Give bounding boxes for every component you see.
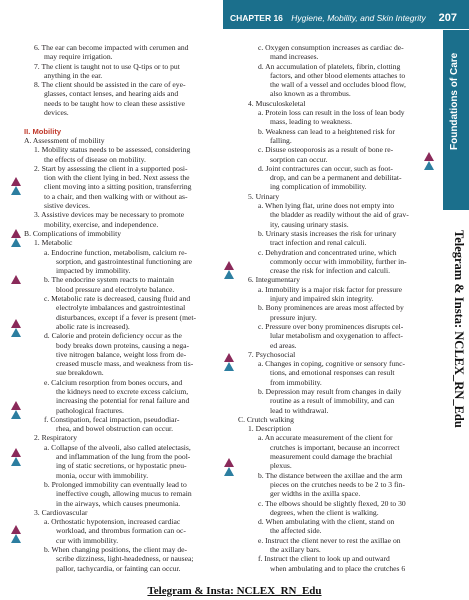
priority-triangle-icon [424, 152, 434, 161]
text-line: scribe dizziness, light-headedness, or nausea; [56, 554, 194, 564]
text-line: needs to be taught how to clean these assistive [44, 98, 185, 108]
text-line: lead to withdrawal. [270, 405, 329, 415]
text-line: routine as a result of immobility, and can [270, 396, 395, 406]
priority-triangle-icon [11, 401, 21, 410]
text-line: the affected side. [270, 526, 322, 536]
watermark-bottom: Telegram & Insta: NCLEX_RN_Edu [147, 585, 322, 597]
text-line: d. When ambulating with the client, stand on [258, 517, 395, 527]
text-line: and inflammation of the lung from the pool- [56, 452, 191, 462]
text-line: ity, causing urinary stasis. [270, 219, 349, 229]
text-line: b. The distance between the axillae and the arm [258, 470, 403, 480]
text-line: commonly occur with immobility, further in- [270, 256, 407, 266]
text-line: the axillary bars. [270, 545, 321, 555]
right-column [238, 43, 436, 573]
text-line: degrees, when the client is walking. [270, 507, 379, 517]
text-line: plexus. [270, 461, 292, 471]
priority-triangle-icon [11, 534, 21, 543]
text-line: d. Calorie and protein deficiency occur as the [44, 331, 182, 341]
text-line: b. Weakness can lead to a heightened risk for [258, 126, 395, 136]
text-line: cur with immobility. [56, 535, 119, 545]
priority-triangle-icon [11, 410, 21, 419]
text-line: ing complication of immobility. [270, 182, 367, 192]
text-line: ing of static secretions, or hypostatic pneu- [56, 461, 187, 471]
text-line: c. Metabolic rate is decreased, causing fluid and [44, 294, 191, 304]
text-line: may require irrigation. [44, 52, 113, 62]
text-line: client moving into a sitting position, transferring [44, 182, 192, 192]
text-line: sistive devices. [44, 201, 90, 211]
text-line: mass, leading to weakness. [270, 117, 353, 127]
text-line: abolic rate is increased). [56, 321, 130, 331]
text-line: in the airways, which causes pneumonia. [56, 498, 181, 508]
text-line: b. Prolonged immobility can eventually lead to [44, 479, 187, 489]
text-line: 7. The client is taught not to use Q-tips or to put [34, 61, 180, 71]
text-line: 4. Musculoskeletal [248, 98, 306, 108]
text-line: e. Calcium resorption from bones occurs, and [44, 377, 183, 387]
text-line: b. Depression may result from changes in daily [258, 386, 402, 396]
text-line: b. Bony prominences are areas most affected by [258, 303, 404, 313]
text-line: 5. Urinary [248, 191, 280, 201]
text-line: mand increases. [270, 52, 319, 62]
text-line: B. Complications of immobility [24, 228, 122, 238]
text-line: ineffective cough, allowing mucus to remain [56, 489, 192, 499]
text-line: c. Oxygen consumption increases as cardiac de- [258, 43, 404, 52]
text-line: measurement could damage the brachial [270, 452, 393, 462]
text-line: d. An accumulation of platelets, fibrin, clotting [258, 61, 401, 71]
text-line: ger widths in the axilla space. [270, 489, 361, 499]
text-line: rhea, and bowel obstruction can occur. [56, 424, 174, 434]
watermark-vertical: Telegram & Insta: NCLEX_RN_Edu [452, 230, 466, 428]
text-line: 2. Respiratory [34, 433, 78, 443]
text-line: impacted by immobility. [56, 266, 131, 276]
text-line: when ambulating and to place the crutches 6 [270, 563, 406, 573]
text-line: injury and impaired skin integrity. [270, 294, 374, 304]
text-line: a. An accurate measurement of the client for [258, 433, 393, 443]
text-line: a. Protein loss can result in the loss of lean body [258, 108, 405, 118]
text-line: sue breakdown. [56, 368, 104, 378]
text-line: b. When changing positions, the client may de- [44, 545, 188, 555]
chapter-header [230, 13, 426, 23]
text-line: c. The elbows should be slightly flexed, 20 to 30 [258, 498, 406, 508]
text-line: creased muscle mass, and weakness from tis- [56, 359, 194, 369]
text-line: blood pressure and electrolyte balance. [56, 284, 175, 294]
text-line: 3. Assistive devices may be necessary to promote [34, 210, 185, 220]
text-line: a. Immobility is a major risk factor for pressure [258, 284, 403, 294]
text-line: a. Collapse of the alveoli, also called atelectasis, [44, 442, 191, 452]
text-line: crease the risk for infection and calculi. [270, 266, 390, 276]
text-line: also known as a thrombus. [270, 89, 351, 99]
text-line: tion with the client lying in bed. Next assess the [44, 173, 190, 183]
text-line: c. Dehydration and concentrated urine, which [258, 247, 397, 257]
priority-triangle-icon [11, 319, 21, 328]
priority-triangle-icon [224, 353, 234, 362]
text-line: a. Orthostatic hypotension, increased cardiac [44, 517, 181, 527]
text-line: 8. The client should be assisted in the care of eye- [34, 80, 186, 90]
text-line: falling. [270, 135, 292, 145]
text-line [24, 117, 222, 126]
text-line: body breaks down proteins, causing a nega- [56, 340, 190, 350]
priority-triangle-icon [11, 186, 21, 195]
page-number: 207 [438, 12, 457, 24]
text-line: the wall of a vessel and occludes blood flow, [270, 80, 406, 90]
text-line: II. Mobility [24, 126, 62, 136]
text-line: 6. Integumentary [248, 275, 300, 285]
text-line: f. Constipation, fecal impaction, pseudodiar- [44, 414, 180, 424]
text-line: C. Crutch walking [238, 414, 294, 424]
text-line: ed areas. [270, 340, 297, 350]
text-line: 6. The ear can become impacted with cerumen and [34, 43, 189, 52]
text-line: pressure injury. [270, 312, 317, 322]
text-line: 7. Psychosocial [248, 349, 296, 359]
text-line: d. Joint contractures can occur, such as foot- [258, 163, 393, 173]
priority-triangle-icon [11, 177, 21, 186]
text-line: lular metabolism and oxygenation to affect- [270, 331, 403, 341]
text-line: factors, and other blood elements attaches to [270, 70, 406, 80]
text-line: pallor, tachycardia, or fainting can occur. [56, 563, 181, 573]
text-line: electrolyte imbalances and gastrointestinal [56, 303, 186, 313]
text-line: b. Urinary stasis increases the risk for urinary [258, 228, 397, 238]
chapter-number: CHAPTER 16 [230, 13, 283, 23]
side-tab-label: Foundations of Care [449, 52, 460, 150]
priority-triangle-icon [224, 458, 234, 467]
priority-triangle-icon [11, 275, 21, 284]
text-line: monia, occur with immobility. [56, 470, 149, 480]
text-line: c. Pressure over bony prominences disrupts cel- [258, 321, 404, 331]
text-line: mobility, exercise, and independence. [44, 219, 159, 229]
priority-triangle-icon [11, 525, 21, 534]
text-line: a. Endocrine function, metabolism, calcium re- [44, 247, 187, 257]
text-line: sorption, and gastrointestinal functioning are [56, 256, 193, 266]
text-line: sorption can occur. [270, 154, 328, 164]
text-line: b. The endocrine system reacts to maintain [44, 275, 174, 285]
priority-triangle-icon [11, 328, 21, 337]
text-line: tract infection and renal calculi. [270, 238, 367, 248]
text-line: a. Changes in coping, cognitive or sensory func- [258, 359, 405, 369]
priority-triangle-icon [11, 238, 21, 247]
text-line: to a chair, and then walking with or without as- [44, 191, 188, 201]
text-line: tive nitrogen balance, weight loss from de- [56, 349, 187, 359]
text-line: 1. Metabolic [34, 238, 73, 248]
text-line: the effects of disease on mobility. [44, 154, 146, 164]
text-line: 1. Mobility status needs to be assessed, considering [34, 145, 191, 155]
text-line: devices. [44, 108, 69, 118]
priority-triangle-icon [11, 229, 21, 238]
chapter-title: Hygiene, Mobility, and Skin Integrity [291, 13, 426, 23]
priority-triangle-icon [224, 270, 234, 279]
text-line: glasses, contact lenses, and hearing aids and [44, 89, 179, 99]
text-line: tions, and emotional responses can result [270, 368, 395, 378]
text-line: pieces on the crutches needs to be 2 to 3 fin- [270, 479, 405, 489]
text-line: anything in the ear. [44, 70, 103, 80]
text-line: increasing the potential for renal failure and [56, 396, 190, 406]
left-column [24, 43, 222, 573]
text-line: drop, and can be a permanent and debilitat- [270, 173, 402, 183]
text-line: a. When lying flat, urine does not empty into [258, 201, 395, 211]
text-line: disturbances, except if a fever is present (met- [56, 312, 197, 322]
priority-triangle-icon [11, 448, 21, 457]
priority-triangle-icon [224, 467, 234, 476]
text-line: e. Instruct the client never to rest the axillae on [258, 535, 401, 545]
text-line: from immobility. [270, 377, 322, 387]
priority-triangle-icon [224, 362, 234, 371]
text-line: 1. Description [248, 424, 292, 434]
text-line: A. Assessment of mobility [24, 135, 105, 145]
priority-triangle-icon [11, 457, 21, 466]
text-line: 3. Cardiovascular [34, 507, 88, 517]
priority-triangle-icon [424, 161, 434, 170]
text-line: the bladder as readily without the aid of grav- [270, 210, 409, 220]
text-line: the kidneys need to excrete excess calcium, [56, 386, 189, 396]
text-line: workload, and thrombus formation can oc- [56, 526, 186, 536]
text-line: c. Disuse osteoporosis as a result of bone re- [258, 145, 394, 155]
text-line: f. Instruct the client to look up and outward [258, 554, 390, 564]
text-line: 2. Start by assessing the client in a supported posi- [34, 163, 188, 173]
priority-triangle-icon [224, 261, 234, 270]
text-line: crutches is important, because an incorrect [270, 442, 400, 452]
text-line: pathological fractures. [56, 405, 124, 415]
